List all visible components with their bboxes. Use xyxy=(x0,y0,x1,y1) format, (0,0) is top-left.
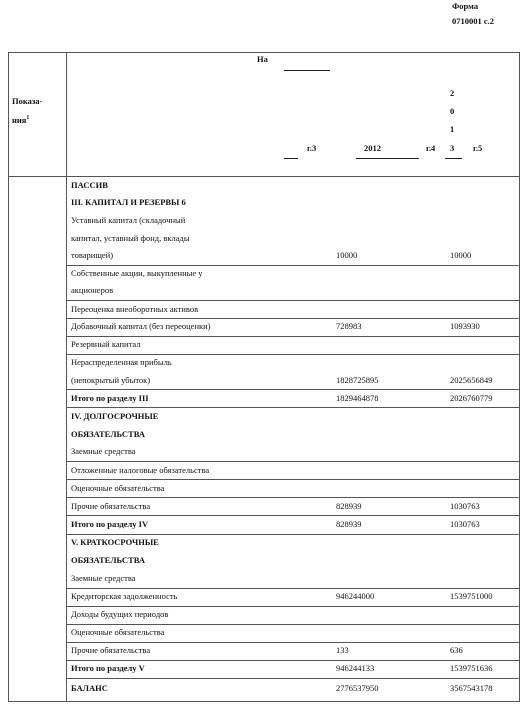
header-date-underline xyxy=(284,70,330,71)
section4-title-1: IV. ДОЛГОСРОЧНЫЕ xyxy=(71,411,159,421)
header-pokazatel: Показа- xyxy=(12,96,43,106)
row-retained-2: (непокрытый убыток) xyxy=(71,375,151,385)
row-total-3: Итого по разделу III xyxy=(71,393,149,403)
section3-title: III. КАПИТАЛ И РЕЗЕРВЫ 6 xyxy=(71,197,186,207)
header-col4: г.4 xyxy=(426,143,436,153)
row-s5-payables-2012: 946244000 xyxy=(336,591,375,601)
row-ustav-value-2012: 10000 xyxy=(336,250,358,260)
row-s4-estimated: Оценочные обязательства xyxy=(71,483,165,493)
form-number: 0710001 с.2 xyxy=(452,16,495,26)
row-own-shares-1: Собственные акции, выкупленные у xyxy=(71,268,203,278)
row-divider xyxy=(66,678,520,679)
row-s4-loans: Заемные средства xyxy=(71,446,136,456)
row-s5-other-2013: 636 xyxy=(450,645,463,655)
row-s5-payables-2013: 1539751000 xyxy=(450,591,493,601)
row-balance: БАЛАНС xyxy=(71,683,108,693)
header-year-digit-1: 1 xyxy=(450,124,455,134)
header-col3-underline xyxy=(284,158,298,159)
row-divider xyxy=(66,479,520,480)
row-total-4-2012: 828939 xyxy=(336,519,362,529)
header-year-digit-2: 2 xyxy=(450,88,455,98)
section-passiv: ПАССИВ xyxy=(71,180,108,190)
row-s4-other: Прочие обязательства xyxy=(71,501,151,511)
row-s5-estimated: Оценочные обязательства xyxy=(71,627,165,637)
row-total-4: Итого по разделу IV xyxy=(71,519,149,529)
row-divider xyxy=(66,588,520,589)
row-s5-payables: Кредиторская задолженность xyxy=(71,591,178,601)
row-ustav-label-1: Уставный капитал (складочный xyxy=(71,215,186,225)
header-divider xyxy=(8,176,520,177)
header-pokazatel-2: ния$^1$ xyxy=(12,114,30,125)
row-ustav-label-3: товарищей) xyxy=(71,250,114,260)
row-total-5-2012: 946244133 xyxy=(336,663,375,673)
row-own-shares-2: акционеров xyxy=(71,285,114,295)
row-retained-2012: 1828725895 xyxy=(336,375,379,385)
row-divider xyxy=(66,300,520,301)
row-total-3-2012: 1829464878 xyxy=(336,393,379,403)
row-ustav-value-2013: 10000 xyxy=(450,250,472,260)
row-divider xyxy=(66,389,520,390)
row-total-3-2013: 2026760779 xyxy=(450,393,493,403)
row-s4-other-2013: 1030763 xyxy=(450,501,480,511)
row-divider xyxy=(66,265,520,266)
row-s4-other-2012: 828939 xyxy=(336,501,362,511)
header-year-digit-3: 3 xyxy=(450,143,455,153)
row-add-capital-2012: 728983 xyxy=(336,321,362,331)
header-year: 2012 xyxy=(364,143,381,153)
row-s5-other-2012: 133 xyxy=(336,645,349,655)
row-s5-other: Прочие обязательства xyxy=(71,645,151,655)
header-year-digit-0: 0 xyxy=(450,106,455,116)
row-s4-deferred-tax: Отложенные налоговые обязательства xyxy=(71,465,210,475)
row-divider xyxy=(66,354,520,355)
row-divider xyxy=(66,624,520,625)
row-retained-1: Нераспределенная прибыль xyxy=(71,357,172,367)
header-col5-underline xyxy=(445,158,462,159)
row-ustav-label-2: капитал, уставный фонд, вклады xyxy=(71,233,190,243)
row-divider xyxy=(66,336,520,337)
row-divider xyxy=(66,642,520,643)
row-retained-2013: 2025656849 xyxy=(450,375,493,385)
row-add-capital-2013: 1093930 xyxy=(450,321,480,331)
section5-title-1: V. КРАТКОСРОЧНЫЕ xyxy=(71,537,159,547)
row-divider xyxy=(66,497,520,498)
row-total-5: Итого по разделу V xyxy=(71,663,145,673)
row-revaluation: Переоценка внеоборотных активов xyxy=(71,304,199,314)
header-col3: г.3 xyxy=(307,143,317,153)
row-reserve: Резервный капитал xyxy=(71,339,141,349)
row-divider xyxy=(66,515,520,516)
header-col5: г.5 xyxy=(473,143,483,153)
header-year-underline xyxy=(356,158,419,159)
row-divider xyxy=(66,606,520,607)
row-divider xyxy=(66,534,520,535)
column-divider xyxy=(66,52,67,702)
row-balance-2013: 3567543178 xyxy=(450,683,493,693)
row-divider xyxy=(66,461,520,462)
row-divider xyxy=(66,660,520,661)
header-na: На xyxy=(257,54,268,64)
row-s5-deferred-income: Доходы будущих периодов xyxy=(71,609,169,619)
row-s5-loans: Заемные средства xyxy=(71,573,136,583)
section4-title-2: ОБЯЗАТЕЛЬСТВА xyxy=(71,429,146,439)
section5-title-2: ОБЯЗАТЕЛЬСТВА xyxy=(71,555,146,565)
row-balance-2012: 2776537950 xyxy=(336,683,379,693)
row-total-4-2013: 1030763 xyxy=(450,519,480,529)
row-total-5-2013: 1539751636 xyxy=(450,663,493,673)
row-divider xyxy=(66,407,520,408)
row-divider xyxy=(66,318,520,319)
form-label: Форма xyxy=(452,1,479,11)
row-add-capital: Добавочный капитал (без переоценки) xyxy=(71,321,211,331)
